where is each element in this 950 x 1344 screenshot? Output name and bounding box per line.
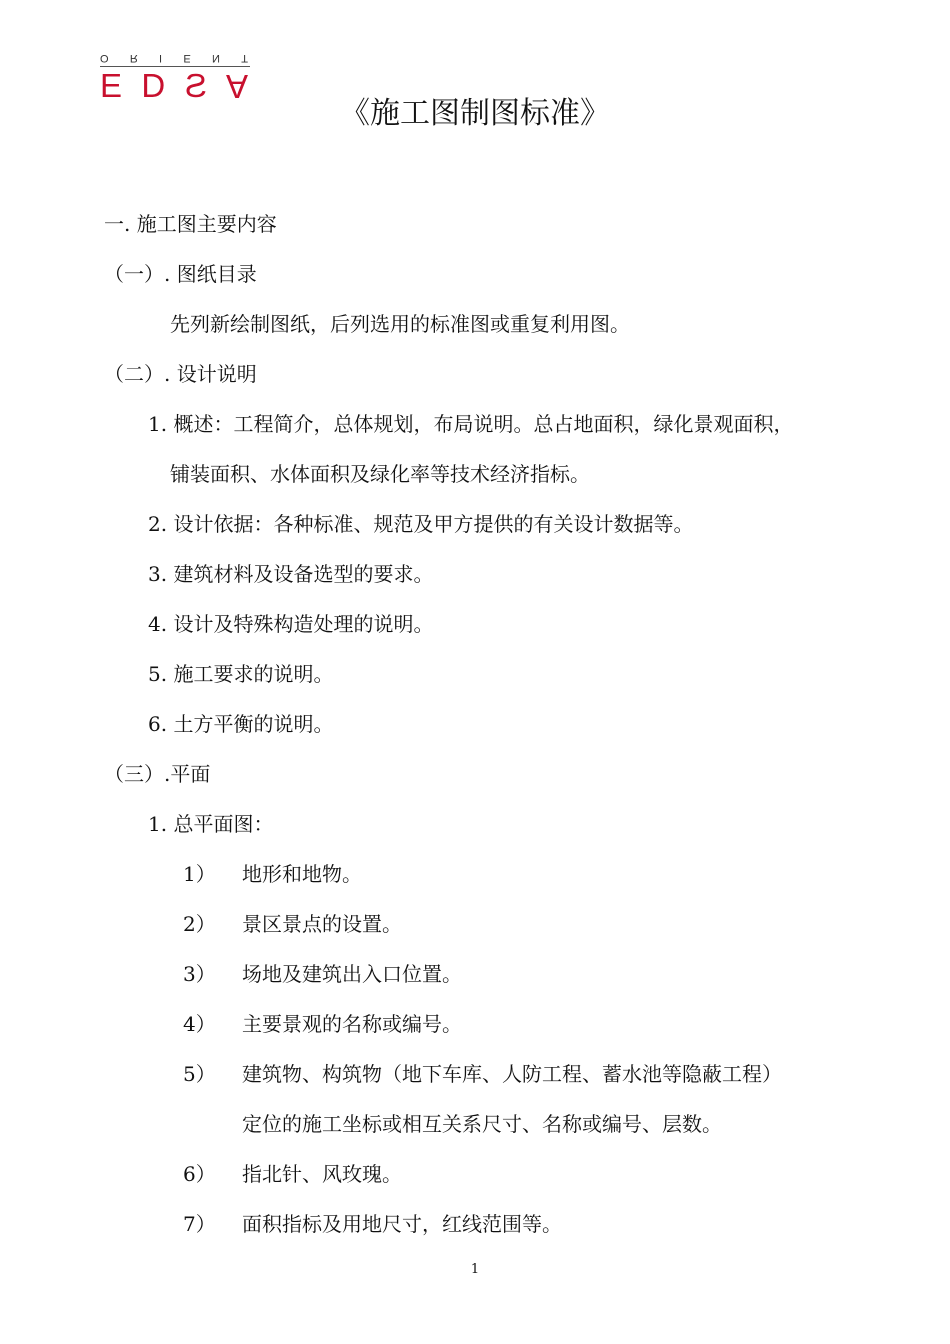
list-item — [148, 410, 793, 438]
logo-letter: S — [184, 67, 207, 104]
sublist-number: 3） — [183, 962, 216, 986]
sublist-number: 2） — [183, 912, 216, 936]
list-item — [148, 810, 273, 838]
list-item-text: 设计及特殊构造处理的说明。 — [173, 612, 434, 636]
subsection-heading: （一）. 图纸目录 — [104, 262, 257, 286]
list-item-number: 4. — [148, 612, 168, 636]
list-item-number: 5. — [148, 662, 168, 686]
list-item — [148, 510, 693, 538]
sublist-number: 7） — [183, 1212, 216, 1236]
list-item-number: 1. — [148, 412, 168, 436]
logo-letter: T — [241, 52, 248, 64]
list-item-number: 1. — [148, 812, 168, 836]
paragraph: 先列新绘制图纸，后列选用的标准图或重复利用图。 — [170, 312, 630, 336]
sublist-text: 建筑物、构筑物（地下车库、人防工程、蓄水池等隐蔽工程） — [242, 1062, 782, 1086]
logo-orient-lettering — [100, 52, 248, 64]
list-item — [148, 560, 433, 588]
list-item-number: 3. — [148, 562, 168, 586]
page-number: 1 — [470, 1262, 480, 1277]
list-item-text: 总平面图： — [173, 812, 274, 836]
sublist-continuation: 定位的施工坐标或相互关系尺寸、名称或编号、层数。 — [242, 1112, 722, 1136]
sublist-number: 1） — [183, 862, 216, 886]
list-item-text: 概述：工程简介，总体规划，布局说明。总占地面积，绿化景观面积， — [173, 412, 794, 436]
list-item-text: 土方平衡的说明。 — [173, 712, 334, 736]
sublist-text: 主要景观的名称或编号。 — [242, 1012, 462, 1036]
logo-letter: O — [100, 52, 109, 64]
logo-letter: A — [225, 68, 248, 105]
list-item-text: 建筑材料及设备选型的要求。 — [173, 562, 434, 586]
logo-letter: E — [100, 67, 123, 104]
logo-letter: N — [211, 52, 220, 64]
sublist-number: 6） — [183, 1162, 216, 1186]
sublist-text: 面积指标及用地尺寸，红线范围等。 — [242, 1212, 562, 1236]
logo-letter: I — [159, 52, 163, 64]
sublist-text: 地形和地物。 — [242, 862, 362, 886]
subsection-heading: （三）.平面 — [104, 762, 211, 786]
logo-letter: D — [141, 67, 166, 104]
sublist-text: 指北针、风玫瑰。 — [242, 1162, 402, 1186]
list-item-text: 设计依据：各种标准、规范及甲方提供的有关设计数据等。 — [173, 512, 694, 536]
list-item — [148, 660, 333, 688]
list-item-continuation: 铺装面积、水体面积及绿化率等技术经济指标。 — [170, 462, 590, 486]
list-item — [148, 710, 333, 738]
logo-letter: E — [183, 52, 191, 64]
sublist-text: 景区景点的设置。 — [242, 912, 402, 936]
list-item-text: 施工要求的说明。 — [173, 662, 334, 686]
logo-divider — [100, 66, 250, 67]
section-heading: 一. 施工图主要内容 — [104, 212, 277, 236]
list-item — [148, 610, 433, 638]
list-item-number: 2. — [148, 512, 168, 536]
sublist-text: 场地及建筑出入口位置。 — [242, 962, 462, 986]
list-item-number: 6. — [148, 712, 168, 736]
logo-letter: R — [129, 52, 138, 64]
document-title: 《施工图制图标准》 — [340, 96, 610, 131]
sublist-number: 5） — [183, 1062, 216, 1086]
sublist-number: 4） — [183, 1012, 216, 1036]
subsection-heading: （二）. 设计说明 — [104, 362, 257, 386]
